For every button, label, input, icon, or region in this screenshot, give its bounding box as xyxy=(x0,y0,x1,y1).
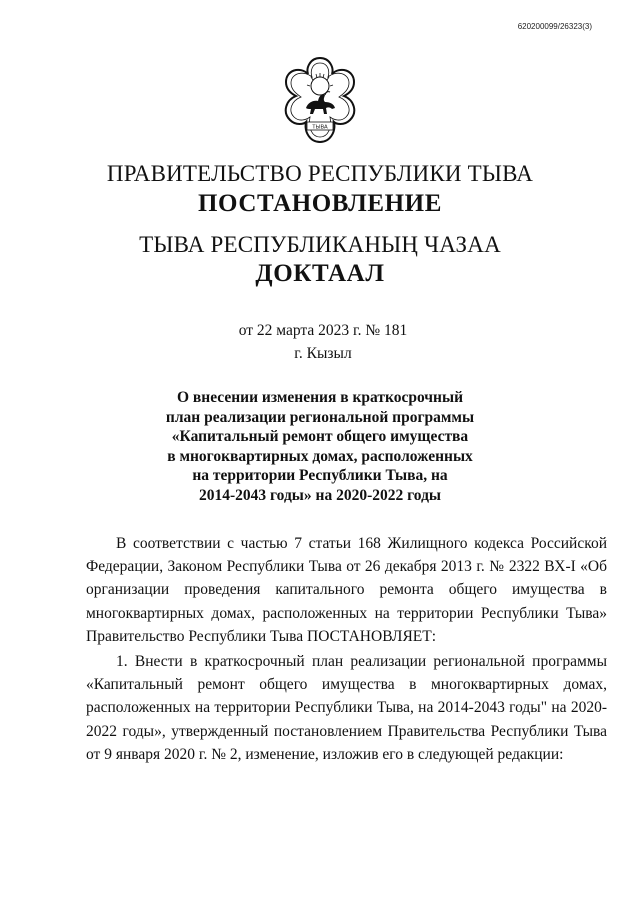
title-line: 2014-2043 годы» на 2020-2022 годы xyxy=(198,486,442,504)
document-date-number: от 22 марта 2023 г. № 181 xyxy=(238,322,408,339)
tuva-emblem xyxy=(272,52,368,148)
document-type-ru: ПОСТАНОВЛЕНИЕ xyxy=(197,190,443,217)
clause-1-paragraph xyxy=(86,650,607,766)
title-line: О внесении изменения в краткосрочный xyxy=(176,389,464,406)
paragraph-text: 1. Внести в краткосрочный план реализации региональной программы «Капитальный ремонт общего имущества в многоквартирных домах, расположенных на территории Республики Тыва, на 2014-2043 годы" на 2020-2022 годы», утвержденный постановлением Правительства Республики Тыва от 9 января 2020 г. № 2, изменение, изложив его в следующей редакции: xyxy=(86,653,607,763)
document-id: 620200099/26323(3) xyxy=(517,22,592,31)
government-name-ru: ПРАВИТЕЛЬСТВО РЕСПУБЛИКИ ТЫВА xyxy=(106,161,534,186)
document-city: г. Кызыл xyxy=(294,345,352,362)
title-line: на территории Республики Тыва, на xyxy=(192,467,448,485)
title-line: «Капитальный ремонт общего имущества xyxy=(171,428,469,446)
preamble-paragraph xyxy=(86,532,607,648)
title-line: в многоквартирных домах, расположенных xyxy=(167,447,473,465)
document-type-tv: ДОКТААЛ xyxy=(255,260,385,287)
document-title xyxy=(150,388,490,506)
government-name-tv: ТЫВА РЕСПУБЛИКАНЫҢ ЧАЗАА xyxy=(139,232,501,257)
title-line: план реализации региональной программы xyxy=(165,408,475,426)
paragraph-text: В соответствии с частью 7 статьи 168 Жилищного кодекса Российской Федерации, Законом Республики Тыва от 26 декабря 2013 г. № 2322 ВХ-I «Об организации проведения капитального ремонта общего имущества в многоквартирных домах, расположенных на территории Республики Тыва» Правительство Республики Тыва ПОСТАНОВЛЯЕТ: xyxy=(86,535,607,645)
emblem-caption: ТЫВА xyxy=(312,124,328,131)
